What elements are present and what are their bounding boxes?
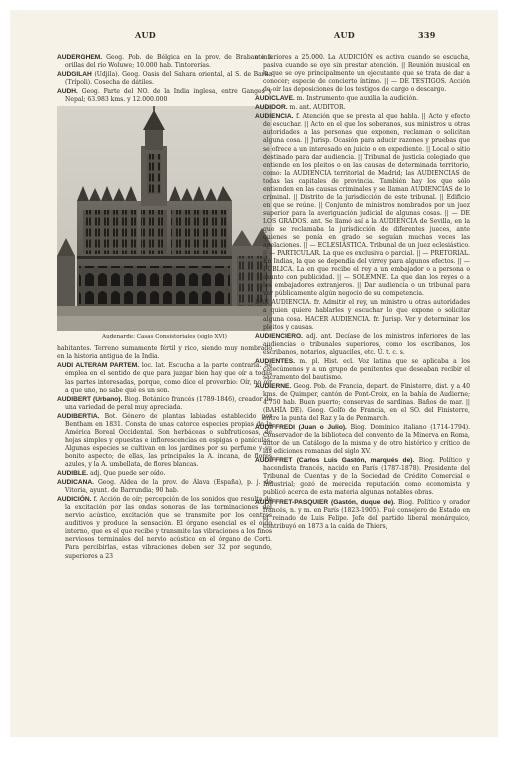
entry-headword: AUDIFFREDI (Juan o Julio). bbox=[255, 424, 347, 432]
entry-definition: e inferiores a 25.000. La AUDICIÓN es activa cuando se escucha, pasiva cuando se oye sin prestar atención. || Reunión musical en la que se oye principalmente un ejecutante que se trata de dar a conocer; especie de concierto íntimo. || — DE TESTIGOS. Acción de oír las deposiciones de los testigos de cargo o descargo. bbox=[255, 54, 470, 94]
left-column bbox=[57, 54, 272, 562]
dictionary-entry bbox=[57, 496, 272, 560]
dictionary-entry bbox=[255, 113, 470, 298]
entry-definition: Biog. Dominico italiano (1714-1794). Conservador de la biblioteca del convento de la Minerva en Roma, autor de un Catálogo de la misma y de otro histórico y crítico de las ediciones romanas del siglo XV. bbox=[263, 424, 471, 456]
entry-definition: Geog. Parte del NO. de la India inglesa, entre Ganges y Nepal; 63.983 kms. y 12.000.000 bbox=[65, 88, 272, 104]
left-top-entries bbox=[57, 54, 272, 104]
dictionary-entry bbox=[255, 499, 470, 531]
entry-definition: adj. Que puede ser oído. bbox=[90, 470, 166, 478]
entry-headword: AUDIFFRET-PASQUIER (Gastón, duque de). bbox=[255, 498, 396, 506]
entry-definition: m. ant. AUDITOR. bbox=[289, 104, 346, 112]
pavement bbox=[57, 316, 272, 331]
entry-headword: AUDIBLE. bbox=[57, 470, 89, 478]
right-entries bbox=[255, 54, 470, 531]
entry-headword: AUDH. bbox=[57, 88, 78, 96]
tower-lantern bbox=[145, 128, 163, 150]
entry-definition: m. Instrumento que auxilia la audición. bbox=[296, 95, 419, 103]
entry-headword: AUDIERNE. bbox=[255, 382, 292, 390]
entry-headword: AUDIFFRET (Carlos Luis Gastón, marqués de). bbox=[255, 457, 415, 465]
header-left-guideword: AUD bbox=[135, 30, 157, 40]
dictionary-entry bbox=[255, 333, 470, 357]
entry-definition: adj. ant. Decíase de los ministros inferiores de las audiencias o tribunales superiores, como los escribanos, los escribanos, notarios, alguaciles, etc. Ú. t. c. s. bbox=[263, 332, 470, 356]
left-bottom-entries bbox=[57, 362, 272, 560]
entry-headword: AUDIBERT (Urbano). bbox=[57, 395, 123, 403]
dictionary-entry bbox=[57, 362, 272, 394]
dictionary-page bbox=[10, 10, 498, 737]
dictionary-entry bbox=[255, 95, 470, 103]
town-hall-photo bbox=[57, 106, 272, 331]
entry-definition: DAR AUDIENCIA. fr. Admitir el rey, un ministro u otras autoridades a quien quiere hablarles y escuchar lo que expone o solicitar alguna cosa. HACER AUDIENCIA. fr. Jurisp. Ver y determinar los pleitos y causas. bbox=[255, 299, 470, 331]
page-number: 339 bbox=[418, 30, 436, 40]
entry-headword: AUDGILAH bbox=[57, 71, 92, 79]
string-course bbox=[77, 256, 232, 259]
entry-definition: Geog. Pob. de Bélgica en la prov. de Brabante a orillas del río Woluwe; 10.000 hab. Tintorerías. bbox=[65, 54, 273, 70]
continuation-text: habitantes. Terreno sumamente fértil y rico, siendo muy nombrado en la historia antigua de la India. bbox=[57, 345, 272, 361]
left-upper-windows bbox=[83, 210, 137, 254]
dictionary-entry bbox=[255, 383, 470, 423]
header-right-guideword: AUD bbox=[334, 30, 356, 40]
figure-caption: Audenarde: Casas Consistoriales (siglo XVI) bbox=[102, 334, 227, 341]
dictionary-entry bbox=[255, 457, 470, 497]
entry-headword: AUDIENTES. bbox=[255, 357, 295, 365]
running-header bbox=[10, 30, 498, 44]
dictionary-entry bbox=[57, 54, 272, 70]
entry-headword: AUDIDOR. bbox=[255, 104, 288, 112]
dictionary-entry bbox=[255, 424, 470, 456]
right-upper-windows bbox=[171, 210, 227, 254]
entry-definition: Geog. Pob. de Francia, depart. de Finisterre, dist. y a 40 kms. de Quimper, cantón de Pont-Croix, en la bahía de Audierne; 4.750 hab. Buen puerto; conservas de sardinas. Baños de mar. || (BAHÍA DE). Geog. Golfo de Francia, en el SO. del Finisterre, entre la punta del Raz y la de Penmarch. bbox=[263, 382, 471, 423]
entry-headword: AUDIENCIERO. bbox=[255, 332, 303, 340]
right-column bbox=[255, 54, 470, 532]
dictionary-entry bbox=[57, 88, 272, 104]
dictionary-entry bbox=[255, 54, 470, 94]
entry-definition: Biog. Político y hacendista francés, nacido en París (1787-1878). Presidente del Tribunal de Cuentas y de la Sociedad de Crédito Comercial e Industrial; gozó de merecida reputación como economista y publicó acerca de esta materia algunas notables obras. bbox=[263, 457, 471, 497]
entry-definition: Biog. Botánico francés (1789-1846), creador de una variedad de peral muy apreciada. bbox=[65, 395, 273, 411]
dictionary-entry bbox=[255, 299, 470, 331]
entry-definition: Bot. Género de plantas labiadas establecido por Bentham en 1831. Consta de unas catorce especies propias de la América Boreal Occidental. Son herbáceas o subfruticosas, de hojas simples y opuestas e inflorescencias en espigas o panículas. Algunas especies se cultivan en los jardines por su perfume y su bonito aspecto; de ellas, las principales la A. incana, de flores azules, y la A. umbellata, de flores blancas. bbox=[65, 412, 272, 468]
dictionary-entry bbox=[57, 396, 272, 412]
entry-definition: (Udjila). Geog. Oasis del Sahara oriental, al S. de Barka (Trípoli). Cosecha de dátiles. bbox=[65, 71, 273, 87]
dictionary-entry bbox=[255, 358, 470, 382]
town-hall-figure bbox=[57, 106, 272, 341]
dictionary-entry bbox=[57, 413, 272, 469]
center-upper-windows bbox=[141, 210, 167, 254]
entry-definition: Geog. Aldea de la prov. de Álava (España), p. j. de Vitoria, ayunt. de Barrundia; 90 hab. bbox=[65, 479, 273, 495]
entry-headword: AUDICIÓN. bbox=[57, 496, 92, 504]
tower-windows bbox=[147, 154, 161, 194]
entry-definition: Biog. Político y orador francés, n. y m. en París (1823-1905). Fué consejero de Estado en el reinado de Luis Felipe. Jefe del partido liberal monárquico, contribuyó en 1873 a la caída de Thiers, bbox=[263, 498, 470, 530]
entry-headword: AUDIENCIA. bbox=[255, 113, 294, 121]
entry-definition: f. Atención que se presta al que habla. || Acto y efecto de escuchar. || Acto en el que los soberanos, sus ministros u otras autoridades a las personas que exponen, reclaman o solicitan alguna cosa. || Jurisp. Ocasión para aducir razones y pruebas que se ofrece a un interesado en juicio o en expediente. || Local o sitio destinado para dar audiencia. || Tribunal de justicia colegiado que entiende en los pleitos o en las causas de determinada territorio, como: la AUDIENCIA territorial de Madrid; las AUDIENCIAS de todas las capitales de provincia. También hay los que sólo entienden en las causas criminales y se llaman AUDIENCIAS de lo criminal. || Distrito de la jurisdicción de este tribunal. || Edificio en que se reúne. || Conjunto de ministros nombrados por un juez superior para la averiguación judicial de algunas cosas. || — DE LOS GRADOS. ant. Se llamó así a la AUDIENCIA de Sevilla, en la que se reclamaba la jurisdicción de diferentes jueces, ante quienes se ponía en grado se seguían muchas veces las apelaciones. || — ECLESIÁSTICA. Tribunal de un juez eclesiástico. || — PARTICULAR. La que es exclusiva o parcial. || — PRETORIAL. En Indias, la que se dependía del virrey para algunos efectos. || — PÚBLICA. La en que recibe el rey a un embajador o a persona o asunto con publicidad. || — SOLEMNE. La que dan los reyes o a los embajadores extranjeros. || Dar audiencia o un tribunal para ver públicamente algún negocio de su competencia. bbox=[263, 113, 470, 298]
entry-definition: m. pl. Hist. ecl. Voz latina que se aplicaba a los catecúmenos y a un grupo de penitentes que deseaban recibir el sacramento del bautismo. bbox=[263, 357, 470, 381]
entry-definition: f. Acción de oír; percepción de los sonidos que resulta de la excitación por las ondas sonoras de las terminaciones del nervio acústico, excitación que se transmite por los centros auditivos y produce la sensación. El órgano esencial es el oído interno, que es el que recibe y transmite las vibraciones a los finos nerviosos terminales del nervio acústico en el órgano de Corti. Para percibirlas, estas vibraciones deben ser 32 por segundo, superiores a 23 bbox=[65, 496, 272, 560]
dictionary-entry bbox=[57, 71, 272, 87]
dictionary-entry bbox=[57, 470, 272, 478]
ground-arcade bbox=[79, 266, 230, 306]
entry-headword: AUDERGHEM. bbox=[57, 54, 103, 61]
entry-headword: AUDICANA. bbox=[57, 479, 94, 487]
dictionary-entry bbox=[57, 479, 272, 495]
entry-headword: AUDIBERTIA. bbox=[57, 412, 100, 420]
entry-definition: loc. lat. Escucha a la parte contraria. Se emplea en el sentido de que para juzgar bien hay que oír a todas las partes interesadas, porque, como dice el proverbio: Oír, no oír a que uno, no sabe qué es un son. bbox=[65, 362, 272, 394]
dictionary-entry bbox=[255, 104, 470, 112]
entry-headword: AUDI ALTERAM PARTEM. bbox=[57, 362, 140, 370]
entry-headword: AUDICLAVE. bbox=[255, 95, 295, 103]
